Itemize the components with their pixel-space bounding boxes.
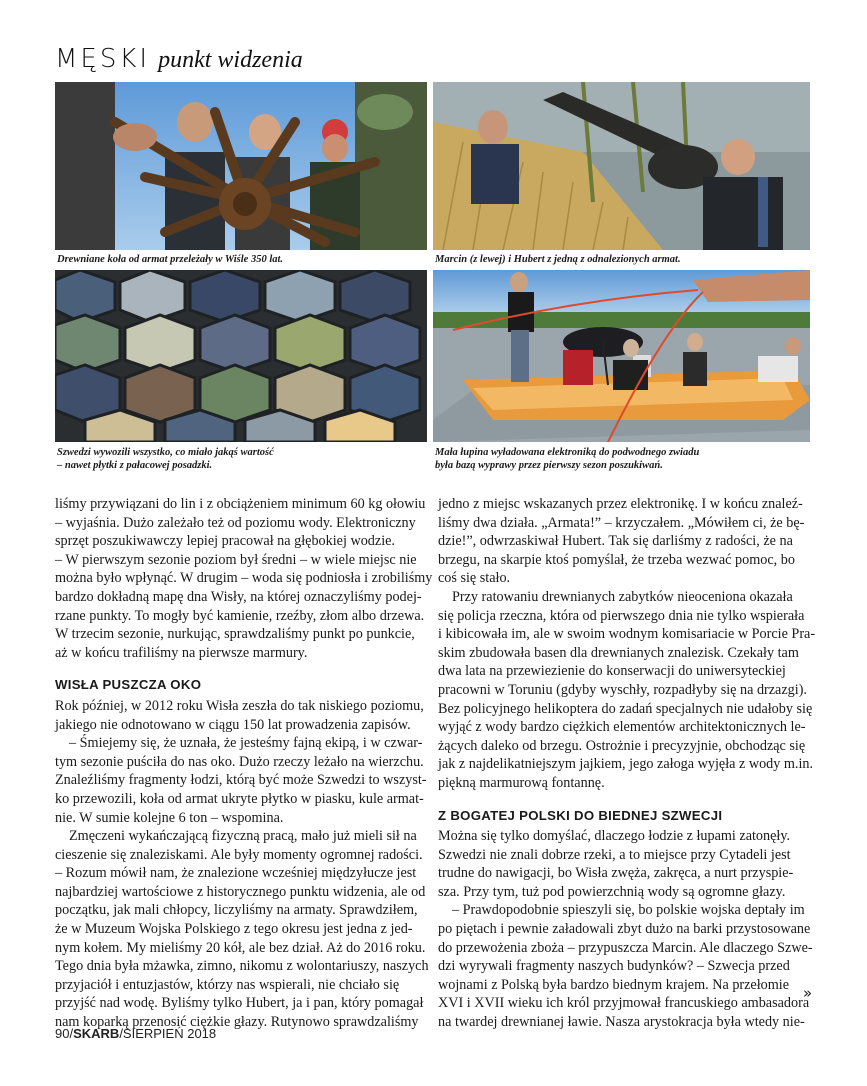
photo-cannon-recovery bbox=[433, 82, 810, 250]
photo-boat bbox=[433, 270, 810, 442]
photo-wooden-wheels bbox=[55, 82, 427, 250]
paragraph: Zmęczeni wykańczającą fizyczną pracą, mało już mieli sił na cieszenie się znaleziskami. Ale były momenty ogromnej radości. – Rozum mówił nam, że znalezione wcześniej międzyłucze jest najbardziej wartościowe z historycznego punktu widzenia, ale od początku, jak mali chłopcy, liczyliśmy na armaty. Sprawdziłem, że w Muzeum Wojska Polskiego z tego okresu jest jedna z jed- nym kołem. My mieliśmy 20 kół, ale bez dział. Aż do 2016 roku. Tego dnia była mżawka, zimno, nikomu z wolontariuszy, naszych przyjaciół i entuzjastów, którzy nas wspierali, nie chciało się przyjść nad wodę. Byliśmy tylko Hubert, ja i pan, który pomagał nam koparką przenosić ciężkie głazy. Rutynowo sprawdzaliśmy bbox=[55, 828, 429, 1031]
paragraph: – Śmiejemy się, że uznała, że jesteśmy fajną ekipą, i w czwar- tym sezonie puściła do nas oko. Dużo rzeczy leżało na wierzchu. Znaleźliśmy fragmenty łodzi, którą być może Szwedzi to wszyst- ko przewozili, koła od armat ukryte płytko w piasku, kule armat- nie. W sumie kolejne 6 ton – wspomina. bbox=[55, 735, 427, 826]
paragraph: Rok później, w 2012 roku Wisła zeszła do tak niskiego poziomu, jakiego nie odnotowano w ciągu 150 lat prowadzenia zapisów. bbox=[55, 697, 424, 733]
caption-cannon: Marcin (z lewej) i Hubert z jedną z odnalezionych armat. bbox=[435, 254, 681, 265]
paragraph: Można się tylko domyślać, dlaczego łodzie z łupami zatonęły. Szwedzi nie znali dobrze rzeki, a to miejsce przy Cytadeli jest trudne do nawigacji, bo Wisła zwęża, zakręca, a nurt przyspie- sza. Przy tym, tuż pod powierzchnią wody są ogromne głazy. bbox=[438, 828, 794, 900]
page-footer bbox=[55, 1026, 216, 1041]
section-title: punkt widzenia bbox=[158, 47, 303, 73]
caption-tiles: Szwedzi wywozili wszystko, co miało jakąś wartość – nawet płytki z pałacowej posadzki. bbox=[57, 447, 274, 471]
caption-boat: Mała łupina wyładowana elektroniką do podwodnego zwiadu była bazą wyprawy przez pierwszy sezon poszukiwań. bbox=[435, 447, 700, 471]
paragraph: liśmy przywiązani do lin i z obciążeniem minimum 60 kg ołowiu – wyjaśnia. Dużo zależało też od poziomu wody. Elektroniczny sprzęt poszukiwawczy lepiej pracował na głębokiej wodzie. – W pierwszym sezonie poziom był średni – w wiele miejsc nie można było wpłynąć. W drugim – woda się podniosła i zrobiliśmy bardzo dokładną mapę dna Wisły, na której oznaczyliśmy podej- rzane punkty. To mogły być kamienie, rzeźby, złom albo drzewa. W trzecim sezonie, nurkując, sprawdzaliśmy punkt po punkcie, aż w końcu trafiliśmy na pierwsze marmury. bbox=[55, 496, 433, 661]
article-column-left bbox=[55, 495, 433, 1032]
section-header bbox=[55, 44, 303, 80]
article-column-right bbox=[438, 495, 816, 1032]
page-number: 90/ bbox=[55, 1026, 74, 1041]
section-heading: Z BOGATEJ POLSKI DO BIEDNEJ SZWECJI bbox=[438, 807, 723, 823]
section-heading: WISŁA PUSZCZA OKO bbox=[55, 677, 202, 693]
caption-wheels: Drewniane koła od armat przeleżały w Wiśle 350 lat. bbox=[57, 254, 284, 265]
paragraph: Przy ratowaniu drewnianych zabytków nieoceniona okazała się policja rzeczna, która od pierwszego dnia nie tylko wspierała i kibicowała im, ale w swoim wodnym komisariacie w Porcie Pra- skim zbudowała basen dla drewnianych znalezisk. Czekały tam dwa lata na przewiezienie do konserwacji do uniwersyteckiej pracowni w Toruniu (gdyby wyschły, rozpadłyby się na drzazgi). Bez policyjnego helikoptera do zadań specjalnych nie udałoby się wyjąć z wody bardzo ciężkich elementów architektonicznych le- żących daleko od brzegu. Ostrożnie i precyzyjnie, obchodząc się jak z najdelikatniejszym jajkiem, jego załoga wyjęła z wody m.in. piękną marmurową fontannę. bbox=[438, 588, 816, 791]
double-chevron-right-icon: » bbox=[803, 984, 813, 1002]
section-kicker: MĘSKI bbox=[55, 44, 151, 74]
paragraph: jedno z miejsc wskazanych przez elektronikę. I w końcu znaleź- liśmy dwa działa. „Armata!” – krzyczałem. „Mówiłem ci, że bę- dzie!”, odwrzaskiwał Hubert. Tak się darliśmy z radości, że na brzegu, na skarpie ktoś pomyślał, że trzeba wezwać pomoc, bo coś się stało. bbox=[438, 496, 805, 587]
photo-tiles bbox=[55, 270, 427, 442]
paragraph: – Prawdopodobnie spieszyli się, bo polskie wojska deptały im po piętach i pewnie załadowali zbyt dużo na barki przystosowane do przewożenia zboża – przypuszcza Marcin. Ale dlaczego Szwe- dzi wyrywali fragmenty naszych budynków? – Szwecja przed wojnami z Polską była bardzo biednym krajem. Na przełomie XVI i XVII wieku ich król przyjmował francuskiego ambasadora na twardej drewnianej ławie. Nasza arystokracja była wtedy nie- bbox=[438, 902, 813, 1031]
issue-date: /SIERPIEŃ 2018 bbox=[119, 1026, 217, 1041]
magazine-name: SKARB bbox=[73, 1026, 120, 1041]
